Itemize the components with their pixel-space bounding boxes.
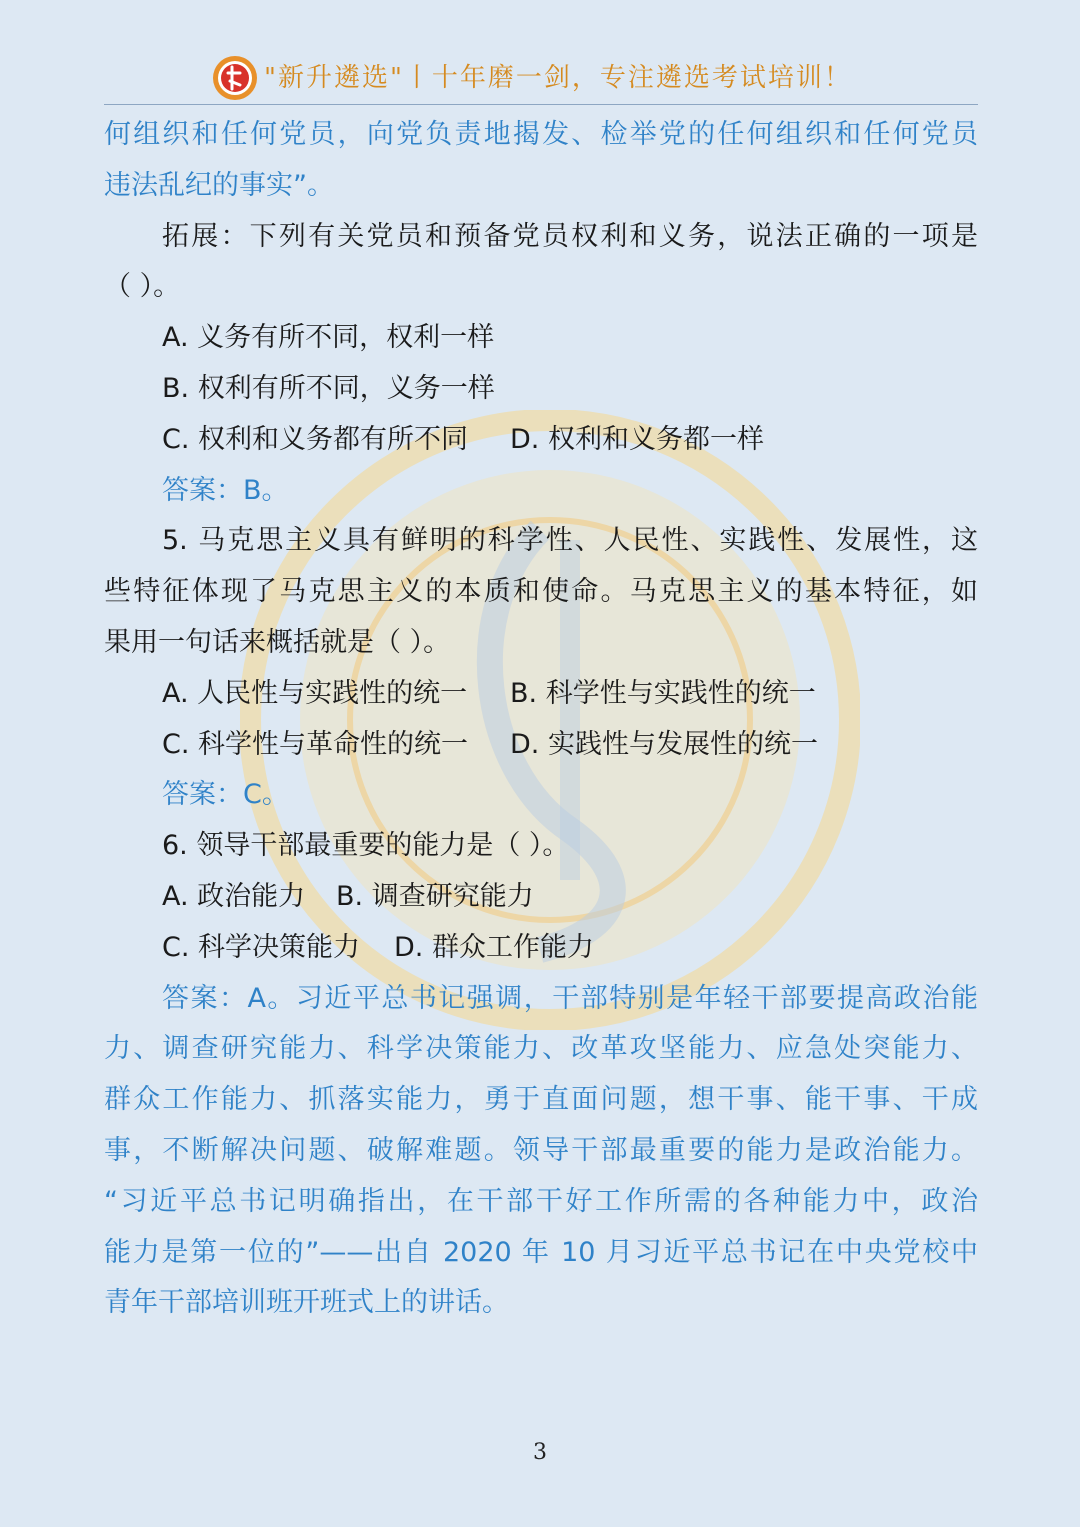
document-body: [104, 110, 978, 1329]
question-stem: 果用一句话来概括就是（ ）。: [104, 626, 451, 658]
question-stem: （ ）。: [104, 271, 181, 303]
brand-logo-icon: [212, 55, 258, 101]
answer-explanation: 群众工作能力、抓落实能力，勇于直面问题，想干事、能干事、干成: [104, 1084, 978, 1116]
text-line: 何组织和任何党员，向党负责地揭发、检举党的任何组织和任何党员: [104, 119, 978, 150]
option-row: [104, 872, 978, 923]
option-a: A. 义务有所不同，权利一样: [162, 322, 495, 354]
option-b: B. 权利有所不同，义务一样: [162, 372, 495, 404]
answer-explanation: 能力是第一位的”——出自 2020 年 10 月习近平总书记在中央党校中: [104, 1236, 978, 1268]
option-row: [104, 720, 978, 771]
answer-explanation: 力、调查研究能力、科学决策能力、改革攻坚能力、应急处突能力、: [104, 1033, 978, 1065]
answer-explanation: 事，不断解决问题、破解难题。领导干部最重要的能力是政治能力。: [104, 1134, 978, 1166]
page-number: 3: [533, 1440, 547, 1465]
question-stem: 些特征体现了马克思主义的本质和使命。马克思主义的基本特征，如: [104, 576, 978, 608]
option-c: C. 权利和义务都有所不同: [162, 423, 469, 455]
option-row: [104, 923, 978, 974]
option-b: B. 科学性与实践性的统一: [510, 677, 816, 709]
page-header: [104, 52, 978, 105]
answer-explanation: 青年干部培训班开班式上的讲话。: [104, 1287, 509, 1319]
question-stem: 6. 领导干部最重要的能力是（ ）。: [162, 830, 570, 862]
option-a: A. 政治能力: [162, 880, 306, 912]
question-stem: 5. 马克思主义具有鲜明的科学性、人民性、实践性、发展性，这: [162, 525, 978, 557]
option-d: D. 实践性与发展性的统一: [510, 728, 818, 760]
answer: 答案：A。习近平总书记强调，干部特别是年轻干部要提高政治能: [162, 982, 978, 1014]
header-title: "新升遴选"丨十年磨一剑，专注遴选考试培训！: [264, 63, 852, 93]
option-row: [104, 669, 978, 720]
option-d: D. 群众工作能力: [394, 931, 594, 963]
option-row: [104, 415, 978, 466]
answer: 答案：C。: [162, 779, 289, 811]
option-d: D. 权利和义务都一样: [510, 423, 764, 455]
text-line: 违法乱纪的事实”。: [104, 169, 334, 201]
option-a: A. 人民性与实践性的统一: [162, 677, 468, 709]
question-stem: 拓展：下列有关党员和预备党员权利和义务，说法正确的一项是: [162, 220, 978, 252]
answer-explanation: “习近平总书记明确指出，在干部干好工作所需的各种能力中，政治: [104, 1185, 978, 1217]
option-c: C. 科学性与革命性的统一: [162, 728, 469, 760]
option-c: C. 科学决策能力: [162, 931, 361, 963]
answer: 答案：B。: [162, 474, 289, 506]
option-b: B. 调查研究能力: [336, 880, 534, 912]
